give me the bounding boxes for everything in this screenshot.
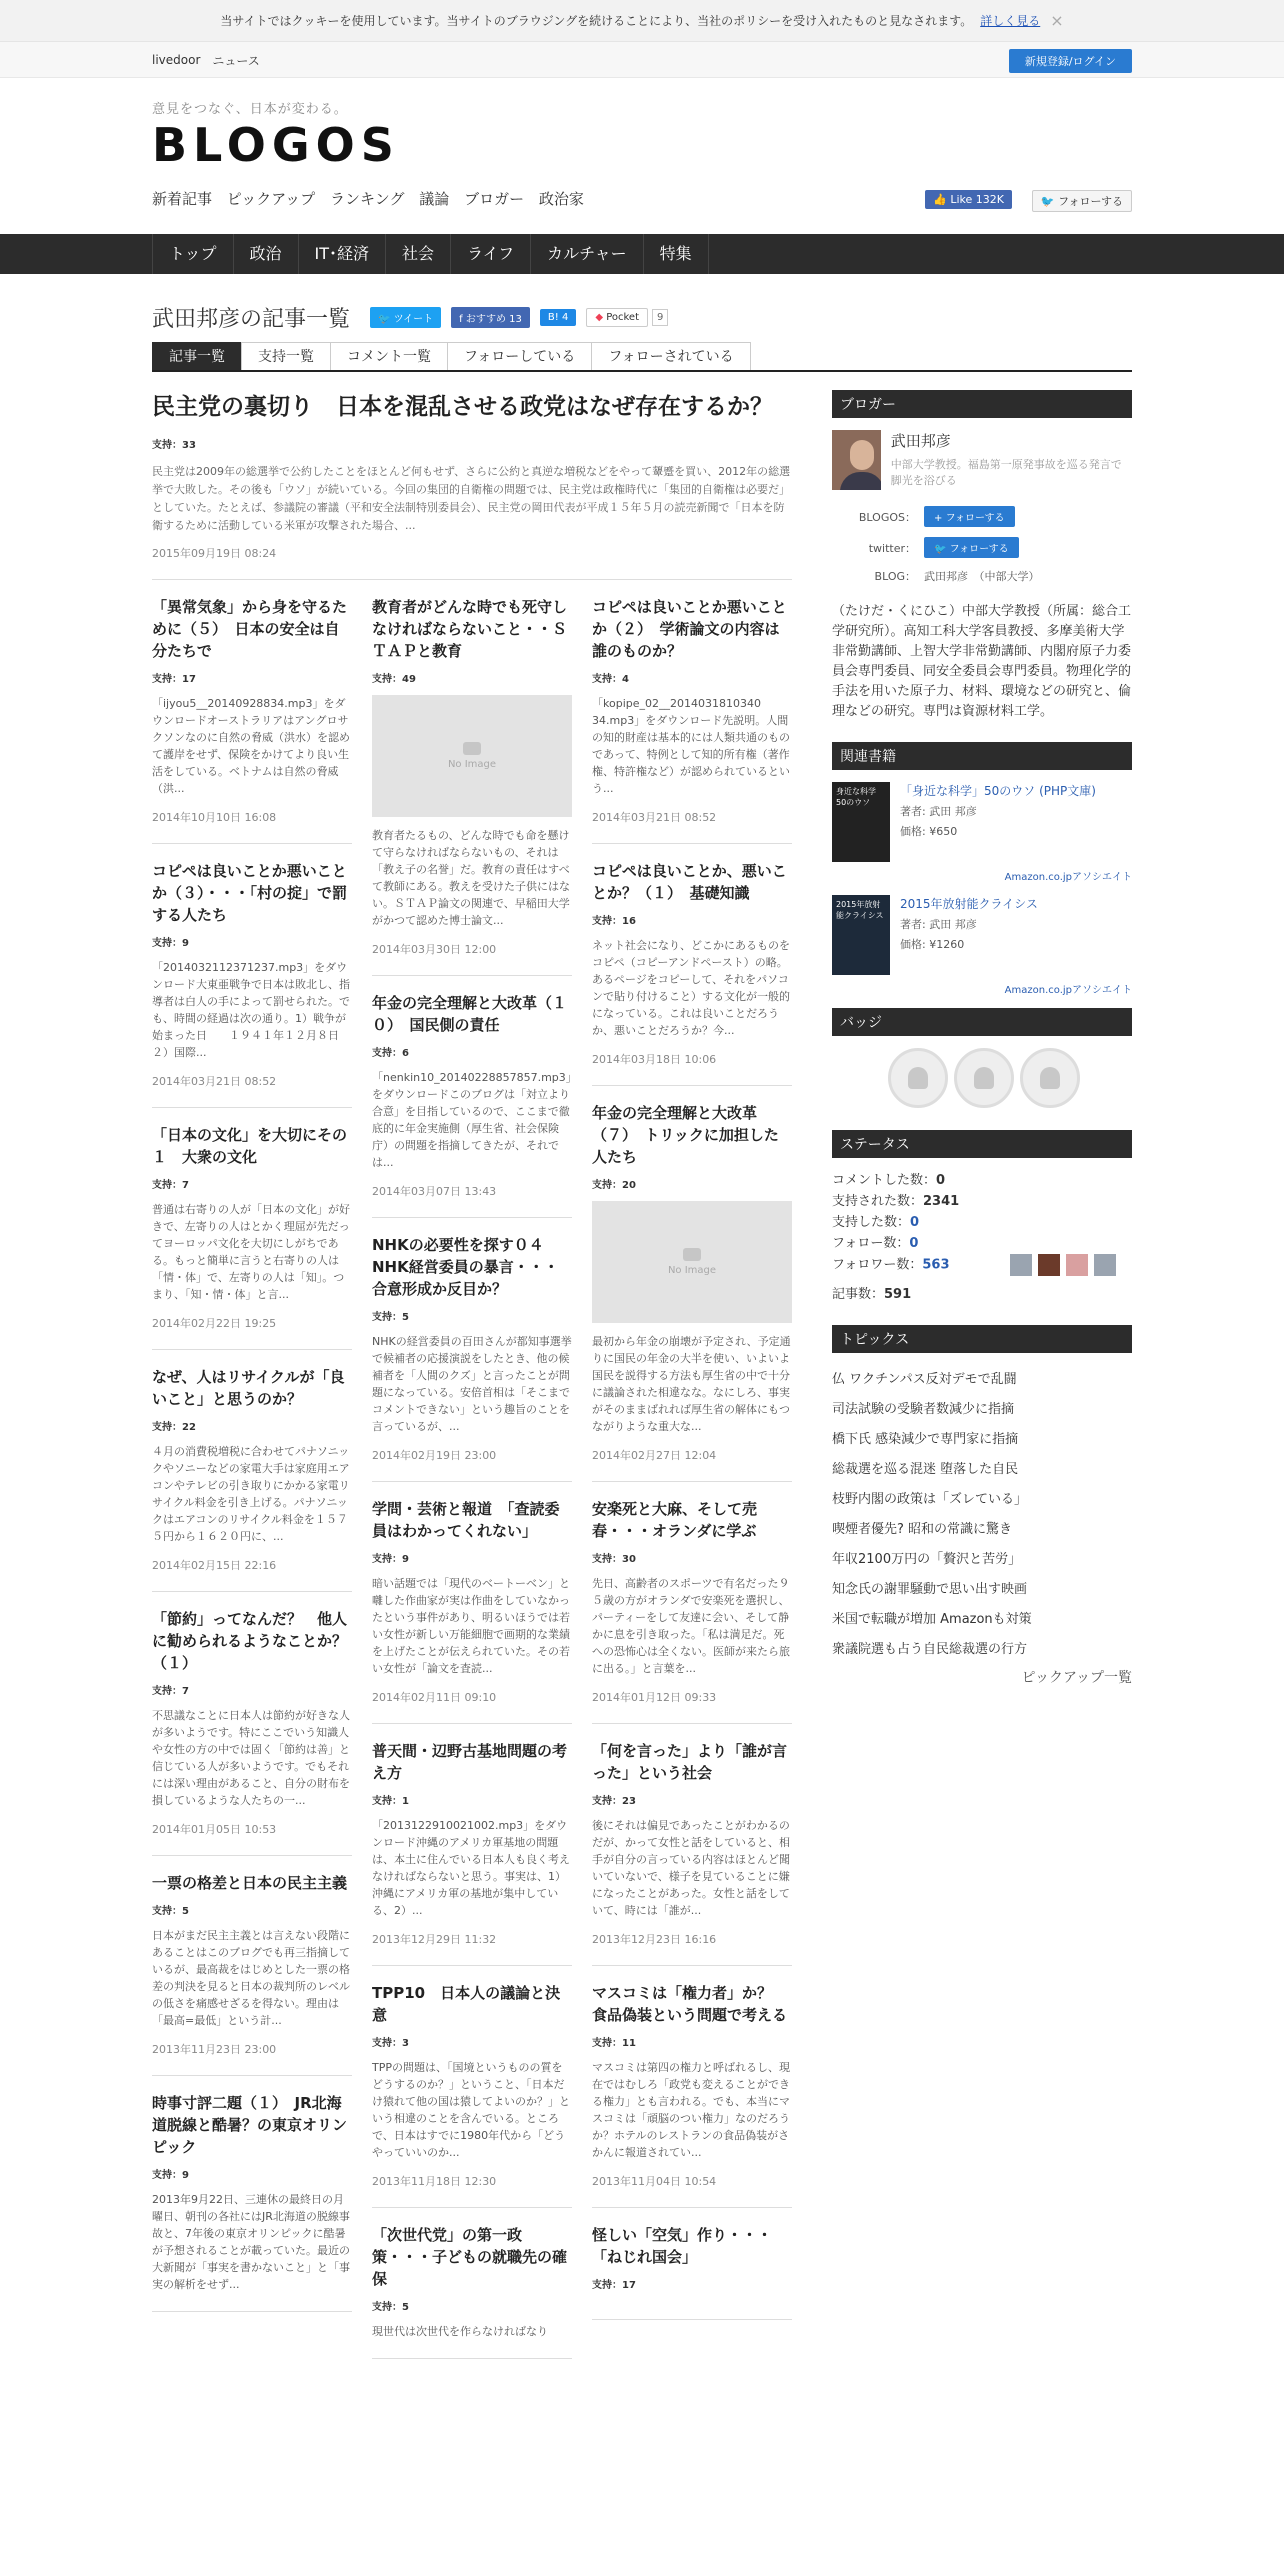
article-card — [592, 1966, 792, 2208]
status-value[interactable]: 0 — [910, 1215, 920, 1230]
cookie-banner — [0, 0, 1284, 42]
article-title[interactable]: 「次世代党」の第一政策・・・子どもの就職先の確保 — [372, 2226, 568, 2288]
article-support: 支持：5 — [372, 2302, 409, 2313]
cookie-more-link[interactable]: 詳しく見る — [980, 14, 1041, 28]
books-heading: 関連書籍 — [832, 742, 1132, 770]
blogger-heading: ブロガー — [832, 390, 1132, 418]
article-excerpt: 普通は右寄りの人が「日本の文化」が好きで、左寄りの人はとかく理屈が先だってヨーロッパ文化を大切にしがちである。もっと簡単に言うと右寄りの人は「情・体」で、左寄りの人は「知」。つまり、「知・情・体」と言... — [152, 1203, 350, 1301]
article-date: 2014年01月05日 10:53 — [152, 1823, 277, 1836]
article-date: 2014年03月07日 13:43 — [372, 1185, 497, 1198]
article-title[interactable]: 「節約」ってなんだ？ 他人に勧められるようなことか？（１） — [152, 1610, 348, 1672]
article-support: 支持：1 — [372, 1796, 409, 1807]
blogger-bio: （たけだ・くにひこ）中部大学教授（所属：総合工学研究所）。高知工科大学客員教授、多摩美術大学非常勤講師、上智大学非常勤講師、内閣府原子力委員会専門委員、同安全委員会専門委員。物理化学的手法を用いた原子力、材料、環境などの研究と、倫理などの研究。専門は資源材料工学。 — [832, 604, 1132, 719]
article-list — [152, 390, 792, 2359]
site-header — [152, 78, 1132, 214]
article-title[interactable]: コピペは良いことか悪いことか（２） 学術論文の内容は誰のものか？ — [592, 598, 787, 660]
fb-like-button[interactable]: 👍 Like 132K — [925, 190, 1012, 209]
site-logo[interactable]: BLOGOS — [152, 118, 400, 172]
fb-like-count: Like 132K — [950, 193, 1004, 206]
article-date: 2014年02月15日 22:16 — [152, 1559, 277, 1572]
page-title: 武田邦彦の記事一覧 — [152, 306, 351, 332]
article-title[interactable]: コピペは良いことか悪いことか（３）・・・「村の掟」で罰する人たち — [152, 862, 348, 924]
article-support: 支持：23 — [592, 1796, 636, 1807]
article-support: 支持：30 — [592, 1554, 636, 1565]
book-cover[interactable]: 2015年放射能クライシス — [832, 895, 890, 975]
hatena-bookmark-button[interactable]: B! 4 — [540, 309, 576, 326]
article-support: 支持：17 — [592, 2280, 636, 2291]
subnav-new[interactable]: 新着記事 — [152, 190, 213, 208]
article-support: 支持：3 — [372, 2038, 409, 2049]
topics-list — [832, 1365, 1132, 1665]
article-excerpt: 「nenkin10_20140228857857.mp3」をダウンロードこのブログは「対立より合意」を目指しているので、ここまで徹底的に年金実施側（厚生省、社会保険庁）の問題を指摘してきたが、それでは... — [372, 1071, 572, 1169]
article-support: 支持：7 — [152, 1180, 189, 1191]
article-excerpt: 教育者たるもの、どんな時でも命を懸けて守らなければならないもの、それは「教え子の名誉」だ。教育の責任はすべて教師にある。教えを受けた子供にはない。ＳＴＡＰ論文の関連で、早稲田大学がかつて認めた博士論文... — [372, 829, 570, 927]
blogos-follow-button[interactable]: + フォローする — [924, 506, 1015, 527]
article-excerpt: ４月の消費税増税に合わせてパナソニックやソニーなどの家電大手は家庭用エアコンやテレビの引き取りにかかる家電リサイクル料金を引き上げる。パナソニックはエアコンのリサイクル料金を１５７５円から１６２０円に、... — [152, 1445, 350, 1543]
nav-feature[interactable]: 特集 — [643, 234, 709, 274]
livedoor-link[interactable]: livedoor — [152, 53, 201, 67]
article-support: 支持：20 — [592, 1180, 636, 1191]
article-title[interactable]: 普天間・辺野古基地問題の考え方 — [372, 1742, 568, 1782]
topic-item[interactable]: 司法試験の受験者数減少に指摘 — [832, 1402, 1015, 1417]
topic-item[interactable]: 衆議院選も占う自民総裁選の行方 — [832, 1642, 1028, 1657]
status-label: 支持した数： — [832, 1215, 911, 1230]
article-title[interactable]: 年金の完全理解と大改革（１０） 国民側の責任 — [372, 994, 568, 1034]
article-support: 支持：16 — [592, 916, 636, 927]
article-card — [152, 1592, 352, 1856]
tweet-label: ツイート — [393, 313, 434, 325]
book-title[interactable]: 2015年放射能クライシス — [900, 897, 1038, 911]
book-item — [832, 895, 1132, 975]
sidebar — [832, 390, 1132, 2359]
article-title[interactable]: 時事寸評二題（１） JR北海道脱線と酷暑？の東京オリンピック — [152, 2094, 348, 2156]
article-date: 2014年02月22日 19:25 — [152, 1317, 277, 1330]
article-card — [152, 1108, 352, 1350]
pickup-list-link[interactable]: ピックアップ一覧 — [1021, 1670, 1132, 1686]
book-cover[interactable]: 身近な科学50のウソ — [832, 782, 890, 862]
article-card — [152, 1856, 352, 2076]
article-title[interactable]: 年金の完全理解と大改革（７） トリックに加担した人たち — [592, 1104, 779, 1166]
topics-heading: トピックス — [832, 1325, 1132, 1353]
article-column — [372, 580, 572, 2359]
avatar[interactable] — [1094, 1254, 1116, 1276]
article-date: 2014年03月30日 12:00 — [372, 943, 497, 956]
article-support: 支持：5 — [372, 1312, 409, 1323]
badges — [888, 1048, 1132, 1108]
article-excerpt: 日本がまだ民主主義とは言えない段階にあることはこのブログでも再三指摘しているが、最高裁をはじめとした一票の格差の判決を見ると日本の裁判所のレベルの低さを痛感せざるを得ない。理由は「最高=最低」という計... — [152, 1929, 350, 2027]
badges-heading: バッジ — [832, 1008, 1132, 1036]
amazon-associate-link[interactable]: Amazon.co.jpアソシエイト — [1004, 872, 1132, 883]
article-excerpt: 後にそれは偏見であったことがわかるのだが、かって女性と話をしていると、相手が自分の言っている内容はほとんど聞いていないで、様子を見ていることに嫌になったことがあった。女性と話をしていて、時には「誰が... — [592, 1819, 790, 1917]
article-card — [592, 1724, 792, 1966]
article-excerpt: マスコミは第四の権力と呼ばれるし、現在ではむしろ「政党も変えることができる権力」とも言われる。でも、本当にマスコミは「頑脳のつい権力」なのだろうか？ホテルのレストランの食品偽装がさかんに報道されてい... — [592, 2061, 790, 2159]
topic-item[interactable]: 年収2100万円の「贅沢と苦労」 — [832, 1552, 1022, 1567]
article-card — [152, 580, 352, 844]
camera-icon — [683, 1248, 701, 1261]
subnav-politician[interactable]: 政治家 — [538, 190, 584, 208]
tab-articles[interactable]: 記事一覧 — [152, 342, 242, 370]
login-button[interactable]: 新規登録/ログイン — [1009, 49, 1132, 73]
topic-item[interactable]: 総裁選を巡る混迷 堕落した自民 — [832, 1462, 1019, 1477]
status-label: 支持された数： — [832, 1194, 924, 1209]
fb-recommend-button[interactable]: f おすすめ 13 — [451, 307, 530, 328]
fb-recommend-label: おすすめ 13 — [465, 313, 522, 325]
sub-nav — [152, 188, 594, 209]
nav-it-economy[interactable]: IT･経済 — [298, 234, 386, 274]
twitter-follow-side-button[interactable]: 🐦 フォローする — [924, 537, 1019, 558]
status-following — [832, 1233, 1132, 1254]
article-excerpt: 「ijyou5__20140928834.mp3」をダウンロードオーストラリアはアングロサクソンなのに自然の脅威（洪水）を認めて護岸をせず、保険をかけてより良い生活をしている。ベトナムは自然の脅威（洪... — [152, 697, 350, 795]
subnav-ranking[interactable]: ランキング — [329, 190, 405, 208]
top-bar — [0, 42, 1284, 78]
avatar[interactable] — [1010, 1254, 1032, 1276]
status-supporting — [832, 1212, 1132, 1233]
article-date: 2013年11月18日 12:30 — [372, 2175, 497, 2188]
follower-avatars — [1010, 1254, 1116, 1276]
article-excerpt: 「kopipe_02__2014031810340​34.mp3」をダウンロード先説明。人間の知的財産は基本的には人類共通のものであって、特例として知的所有権（著作権、特許権など）が認められているという... — [592, 697, 790, 795]
status-label: フォロー数： — [832, 1236, 910, 1251]
article-date: 2014年02月19日 23:00 — [372, 1449, 497, 1462]
article-date: 2013年11月23日 23:00 — [152, 2043, 277, 2056]
status-heading: ステータス — [832, 1130, 1132, 1158]
article-date: 2014年01月12日 09:33 — [592, 1691, 717, 1704]
article-title[interactable]: なぜ、人はリサイクルが「良いこと」と思うのか？ — [152, 1368, 345, 1408]
article-date: 2014年02月27日 12:04 — [592, 1449, 717, 1462]
article-date: 2013年12月29日 11:32 — [372, 1933, 497, 1946]
badge-icon[interactable] — [1020, 1048, 1080, 1108]
blogos-follow-label: フォローする — [945, 513, 1005, 524]
subnav-debate[interactable]: 議論 — [419, 190, 450, 208]
article-excerpt: NHKの経営委員の百田さんが都知事選挙で候補者の応援演説をしたとき、他の候補者を「人間のクズ」と言ったことが問題になっている。安倍首相は「そこまでコメントできない」という趣旨のことを言っているが、... — [372, 1335, 572, 1433]
article-card — [592, 580, 792, 844]
article-excerpt: 2013年9月22日、三連休の最終日の月曜日、朝刊の各社にはJR北海道の脱線事故と、7年後の東京オリンピックに酷暑が予想されることが載っていた。最近の大新聞が「事実を書かないこと」と「事実の解析をせず... — [152, 2193, 350, 2291]
article-card — [372, 976, 572, 1218]
article-excerpt: 現世代は次世代を作らなければなり — [372, 2325, 548, 2338]
article-support: 支持：7 — [152, 1686, 189, 1697]
article-support: 支持：5 — [152, 1906, 189, 1917]
article-date: 2014年03月21日 08:52 — [152, 1075, 277, 1088]
article-title[interactable]: 「日本の文化」を大切にその１ 大衆の文化 — [152, 1126, 348, 1166]
status-value: 0 — [936, 1173, 946, 1188]
news-link[interactable]: ニュース — [212, 53, 260, 68]
twitter-follow-button[interactable]: 🐦 フォローする — [1032, 190, 1132, 212]
avatar[interactable] — [1066, 1254, 1088, 1276]
status-label: 記事数： — [832, 1287, 885, 1302]
article-date: 2013年11月04日 10:54 — [592, 2175, 717, 2188]
tab-supports[interactable]: 支持一覧 — [241, 342, 331, 370]
close-icon[interactable]: × — [1050, 11, 1064, 30]
blogger-links — [832, 506, 1132, 584]
article-title[interactable]: NHKの必要性を探す０４ NHK経営委員の暴言・・・合意形成か反目か？ — [372, 1236, 559, 1298]
article-support: 支持：9 — [152, 938, 189, 949]
blog-label: BLOG： — [874, 570, 916, 583]
article-grid — [152, 580, 792, 2359]
article-excerpt: 「20140321123712​37.mp3」をダウンロード大東亜戦争で日本は敗北し、指導者は白人の手によって罰せられた。でも、時間の経過は次の通り。1）戦争が始まった日 １９４１年１２月８日２）国際... — [152, 961, 350, 1059]
nav-life[interactable]: ライフ — [450, 234, 530, 274]
article-card — [372, 1966, 572, 2208]
status-comments — [832, 1170, 1132, 1191]
cookie-text: 当サイトではクッキーを使用しています。当サイトのブラウジングを続けることにより、当社のポリシーを受け入れたものと見なされます。 — [220, 14, 973, 28]
article-excerpt: ネット社会になり、どこかにあるものをコピペ（コピーアンドペースト）の略。あるページをコピーして、それをパソコンで貼り付けること）する文化が一般的になっている。これは良いことだろうか、悪いことだろうか？今... — [592, 939, 790, 1037]
article-support: 支持：9 — [152, 2170, 189, 2181]
article-excerpt: TPPの問題は、「国境というものの質をどうするのか？」ということ、「日本だけ猿れて他の国は猿してよいのか？」という相違のことを含んでいる。ところで、日本はすでに1980年代から「どうやっていいのか... — [372, 2061, 570, 2159]
article-excerpt: 「20131229100210​02.mp3」をダウンロード沖縄のアメリカ軍基地の問題は、本土に住んでいる日本人も良く考えなければならないと思う。事実は、1） 沖縄にアメリカ軍の基地が集中している、2）... — [372, 1819, 572, 1917]
article-card — [372, 580, 572, 976]
book-title[interactable]: 「身近な科学」50のウソ (PHP文庫) — [900, 784, 1096, 798]
lead-title[interactable]: 民主党の裏切り 日本を混乱させる政党はなぜ存在するか？ — [152, 394, 773, 420]
article-support: 支持：4 — [592, 674, 629, 685]
twitter-follow-side-label: フォローする — [949, 544, 1009, 555]
topic-item[interactable]: 橋下氏 感染減少で専門家に指摘 — [832, 1432, 1019, 1447]
lead-support: 支持：33 — [152, 440, 196, 451]
status-followers — [832, 1254, 1132, 1276]
article-support: 支持：6 — [372, 1048, 409, 1059]
article-excerpt: 先日、高齢者のスポーツで有名だった９５歳の方がオランダで安楽死を選択し、パーティーをして友達に会い、そして静かに息を引き取った。「私は満足だ。死への恐怖心は全くない。医師が来たら旅に出る。」と言葉を... — [592, 1577, 790, 1675]
book-item — [832, 782, 1132, 862]
tab-followers[interactable]: フォローされている — [591, 342, 750, 370]
article-card — [152, 844, 352, 1108]
blogos-label: BLOGOS： — [858, 510, 916, 524]
article-date: 2013年12月23日 16:16 — [592, 1933, 717, 1946]
blogger-tagline: 中部大学教授。福島第一原発事故を巡る発言で脚光を浴びる — [890, 458, 1122, 487]
avatar[interactable] — [1038, 1254, 1060, 1276]
lead-article — [152, 390, 792, 580]
page-header — [152, 302, 1132, 332]
tab-comments[interactable]: コメント一覧 — [330, 342, 448, 370]
article-card — [372, 1724, 572, 1966]
subnav-blogger[interactable]: ブロガー — [464, 190, 525, 208]
status-articles — [832, 1284, 1132, 1305]
article-title[interactable]: コピペは良いことか、悪いことか？（１） 基礎知識 — [592, 862, 787, 902]
nav-society[interactable]: 社会 — [385, 234, 450, 274]
book-price: 価格: ¥1260 — [900, 938, 965, 951]
badge-icon[interactable] — [888, 1048, 948, 1108]
article-title[interactable]: TPP10 日本人の議論と決意 — [372, 1984, 561, 2024]
nav-politics[interactable]: 政治 — [233, 234, 298, 274]
article-card — [592, 844, 792, 1086]
blogger-name[interactable]: 武田邦彦 — [890, 432, 951, 450]
article-card — [592, 1482, 792, 1724]
badge-icon[interactable] — [954, 1048, 1014, 1108]
amazon-associate-link[interactable]: Amazon.co.jpアソシエイト — [1004, 985, 1132, 996]
pocket-icon: ◆ — [595, 311, 604, 323]
twitter-follow-label: フォローする — [1058, 195, 1123, 208]
article-support: 支持：22 — [152, 1422, 196, 1433]
pocket-label: Pocket — [606, 311, 640, 323]
topic-item[interactable]: 米国で転職が増加 Amazonも対策 — [832, 1612, 1032, 1627]
article-card — [592, 2208, 792, 2320]
book-price: 価格: ¥650 — [900, 825, 958, 838]
status-value: 2341 — [923, 1194, 960, 1209]
article-title[interactable]: 一票の格差と日本の民主主義 — [152, 1874, 348, 1892]
article-tabs — [152, 342, 1132, 372]
article-title[interactable]: 教育者がどんな時でも死守しなければならないこと・・ＳＴＡＰと教育 — [372, 598, 568, 660]
blog-link[interactable]: 武田邦彦 （中部大学） — [924, 570, 1040, 583]
article-title[interactable]: 「何を言った」より「誰が言った」という社会 — [592, 1742, 788, 1782]
article-support: 支持：11 — [592, 2038, 636, 2049]
camera-icon — [463, 742, 481, 755]
lead-date: 2015年09月19日 08:24 — [152, 547, 277, 560]
article-date: 2014年02月11日 09:10 — [372, 1691, 497, 1704]
nav-culture[interactable]: カルチャー — [530, 234, 643, 274]
book-author: 著者: 武田 邦彦 — [900, 805, 977, 818]
pocket-count: 9 — [652, 309, 668, 326]
avatar[interactable] — [832, 430, 881, 490]
status-label: コメントした数： — [832, 1173, 937, 1188]
topic-item[interactable]: 仏 ワクチンパス反対デモで乱闘 — [832, 1372, 1017, 1387]
article-excerpt: 不思議なことに日本人は節約が好きな人が多いようです。特にここでいう知識人や女性の方の中では固く「節約は善」と信じている人が多いようです。でもそれには深い理由があること、自分の財布を損しているような人たちの一... — [152, 1709, 350, 1807]
no-image-placeholder[interactable]: No Image — [372, 695, 572, 817]
article-title[interactable]: 「異常気象」から身を守るために（５） 日本の安全は自分たちで — [152, 598, 348, 660]
article-card — [372, 1218, 572, 1482]
topic-item[interactable]: 枝野内閣の政策は「ズレている」 — [832, 1492, 1028, 1507]
article-title[interactable]: 学問・芸術と報道 「査読委員はわかってくれない」 — [372, 1500, 560, 1540]
article-card — [372, 1482, 572, 1724]
article-excerpt: 最初から年金の崩壊が予定され、予定通りに国民の年金の大半を使い、いよいよ国民を説得する方法も厚生省の中で十分に議論された相違なな。なにしろ、事実がそのままばれれば厚生省の解体にもつながりような重大な... — [592, 1335, 791, 1433]
article-date: 2014年03月18日 10:06 — [592, 1053, 717, 1066]
article-column — [592, 580, 792, 2359]
article-column — [152, 580, 352, 2359]
article-excerpt: 暗い話題では「現代のベートーベン」と囃した作曲家が実は作曲をしていなかったという事件があり、明るいほうでは若い女性が新しい万能細胞で画期的な業績を上げたことが伝えられていた。その若い女性が「論文を査読... — [372, 1577, 570, 1675]
status-supported — [832, 1191, 1132, 1212]
status-label: フォロワー数： — [832, 1257, 923, 1273]
nav-top[interactable]: トップ — [152, 234, 233, 274]
tab-following[interactable]: フォローしている — [447, 342, 592, 370]
main-nav — [0, 234, 1284, 274]
hatena-count: 4 — [561, 311, 569, 323]
lead-excerpt: 民主党は2009年の総選挙で公約したことをほとんど何もせず、さらに公約と真逆な増税などをやって顰蹙を買い、2012年の総選挙で大敗した。その後も「ウソ」が続いている。今回の集団的自衛権の問題では、民主党は政権時代に「集団的自衛権は必要だ」としていた。たとえば、参議院の審議（平和安全法制特別委員会）、民主党の岡田代表が平成１５年５月の読売新聞で「日本を防衛するために活動している米軍が攻撃された場合、... — [152, 465, 791, 532]
article-support: 支持：9 — [372, 1554, 409, 1565]
article-card — [152, 2076, 352, 2312]
status-value[interactable]: 0 — [909, 1236, 919, 1251]
article-card — [592, 1086, 792, 1482]
no-image-placeholder[interactable]: No Image — [592, 1201, 792, 1323]
article-card — [372, 2208, 572, 2359]
pocket-button[interactable] — [586, 308, 648, 327]
article-title[interactable]: 安楽死と大麻、そして売春・・・オランダに学ぶ — [592, 1500, 758, 1540]
article-date: 2014年03月21日 08:52 — [592, 811, 717, 824]
twitter-label: twitter： — [868, 541, 916, 555]
book-author: 著者: 武田 邦彦 — [900, 918, 977, 931]
tweet-button[interactable]: 🐦 ツイート — [370, 307, 441, 328]
article-title[interactable]: 怪しい「空気」作り・・・「ねじれ国会」 — [592, 2226, 773, 2266]
site-tagline: 意見をつなぐ、日本が変わる。 — [152, 102, 348, 117]
subnav-pickup[interactable]: ピックアップ — [226, 190, 316, 208]
topic-item[interactable]: 喫煙者優先? 昭和の常識に驚き — [832, 1522, 1013, 1537]
blogger-profile — [832, 430, 1132, 490]
topic-item[interactable]: 知念氏の謝罪騒動で思い出す映画 — [832, 1582, 1028, 1597]
article-date: 2014年10月10日 16:08 — [152, 811, 277, 824]
article-card — [152, 1350, 352, 1592]
status-value: 591 — [884, 1287, 912, 1302]
article-support: 支持：17 — [152, 674, 196, 685]
status-value[interactable]: 563 — [922, 1257, 950, 1273]
article-support: 支持：49 — [372, 674, 416, 685]
article-title[interactable]: マスコミは「権力者」か？ 食品偽装という問題で考える — [592, 1984, 788, 2024]
